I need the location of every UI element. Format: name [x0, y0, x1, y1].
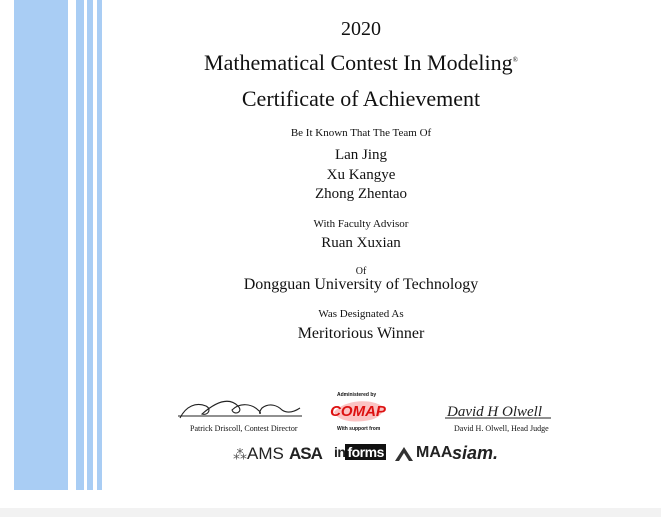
siam-logo: siam. — [452, 443, 499, 463]
of-label: Of — [355, 266, 367, 277]
head-judge-caption: David H. Olwell, Head Judge — [454, 424, 549, 433]
decorative-stripe-wide — [14, 0, 68, 490]
team-member: Xu Kangye — [326, 167, 396, 183]
team-member: Zhong Zhentao — [314, 186, 408, 202]
maa-logo: MAA — [416, 444, 453, 461]
head-judge-signature-text: David H Olwell — [447, 404, 542, 420]
administered-by-label: Administered by — [337, 392, 377, 398]
ams-logo: ⁂AMS — [233, 444, 284, 463]
comap-logo-text: COMAP — [330, 403, 386, 420]
team-member: Lan Jing — [334, 147, 388, 163]
asa-logo: ASA — [289, 444, 322, 463]
registered-mark: ® — [512, 56, 518, 64]
advisor-name: Ruan Xuxian — [321, 235, 401, 251]
maa-icon — [393, 445, 415, 463]
institution-name: Dongguan University of Technology — [243, 276, 479, 293]
decorative-stripe — [87, 0, 93, 490]
comap-logo — [330, 398, 386, 424]
contest-director-caption: Patrick Driscoll, Contest Director — [190, 424, 298, 433]
decorative-stripe — [76, 0, 84, 490]
advisor-label: With Faculty Advisor — [313, 218, 409, 230]
award-designation: Meritorious Winner — [297, 325, 425, 342]
contest-title: Mathematical Contest In Modeling® — [204, 50, 518, 75]
contest-year: 2020 — [341, 18, 381, 40]
head-judge-signature — [445, 394, 551, 422]
informs-logo: in forms — [334, 444, 384, 460]
contest-director-signature — [178, 396, 302, 422]
designation-label: Was Designated As — [318, 308, 404, 320]
team-intro-label: Be It Known That The Team Of — [290, 127, 432, 139]
support-label: With support from — [337, 426, 381, 432]
certificate-subtitle: Certificate of Achievement — [241, 86, 481, 111]
